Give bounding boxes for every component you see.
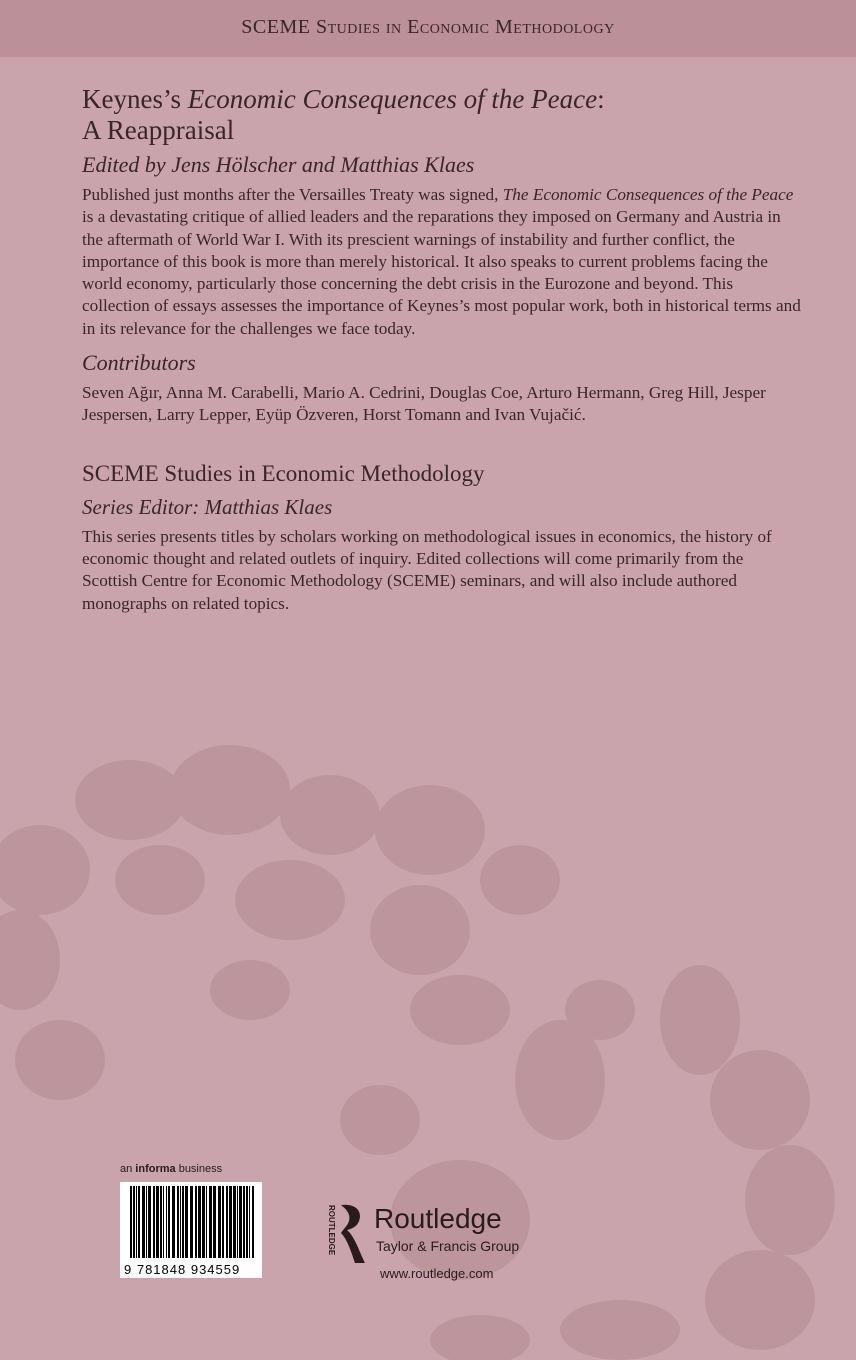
informa-prefix: an: [120, 1163, 136, 1175]
barcode-bar: [202, 1186, 205, 1258]
barcode-bar: [156, 1186, 159, 1258]
barcode-bar: [180, 1186, 181, 1258]
title-suffix: :: [597, 84, 605, 114]
contributors-list: Seven Ağır, Anna M. Carabelli, Mario A. Cedrini, Douglas Coe, Arturo Hermann, Greg Hill, Jesper Jespersen, Larry Lepper, Eyüp Özveren, Horst Tomann and Ivan Vujačić.: [82, 383, 766, 425]
informa-tagline: [120, 1163, 222, 1175]
informa-bold: informa: [135, 1163, 176, 1175]
logo-vertical-text: ROUTLEDGE: [327, 1205, 336, 1256]
barcode-bar: [209, 1186, 212, 1258]
series-heading: SCEME Studies in Economic Methodology: [82, 460, 485, 486]
barcode-bar: [163, 1186, 164, 1258]
barcode-bar: [252, 1186, 254, 1258]
barcode-bar: [166, 1186, 167, 1258]
book-description: [82, 184, 802, 340]
barcode-bar: [133, 1186, 135, 1258]
series-band-title: SCEME Studies in Economic Methodology: [241, 16, 615, 38]
barcode-bar: [168, 1186, 170, 1258]
barcode-bar: [239, 1186, 242, 1258]
barcode-bar: [237, 1186, 238, 1258]
barcode-bar: [136, 1186, 137, 1258]
barcode-bar: [185, 1186, 188, 1258]
title-prefix: Keynes’s: [82, 84, 188, 114]
barcode-bar: [153, 1186, 155, 1258]
series-editor: Series Editor: Matthias Klaes: [82, 494, 333, 519]
barcode-bar: [218, 1186, 221, 1258]
isbn-number: 9 781848 934559: [124, 1262, 241, 1277]
informa-suffix: business: [175, 1163, 223, 1175]
cover-text: [82, 84, 802, 615]
book-title: [82, 84, 802, 146]
publisher-group: Taylor & Francis Group: [376, 1238, 520, 1254]
barcode-bar: [172, 1186, 175, 1258]
barcode-bar: [146, 1186, 147, 1258]
barcode-bar: [213, 1186, 216, 1258]
barcode-bar: [198, 1186, 201, 1258]
title-line2: A Reappraisal: [82, 115, 235, 145]
barcode-bar: [222, 1186, 224, 1258]
desc-rest: is a devastating critique of allied leaders and the reparations they imposed on Germany and Austria in the aftermath of World War I. With its prescient warnings of instability and further conflict, the importance of this book is more than merely historical. It also speaks to current problems facing the world economy, particularly those concerning the debt crisis in the Eurozone and beyond. This collection of essays assesses the importance of Keynes’s most popular work, both in historical terms and in its relevance for the challenges we face today.: [82, 207, 801, 338]
barcode-bar: [226, 1186, 228, 1258]
barcode-bar: [190, 1186, 193, 1258]
title-italic: Economic Consequences of the Peace: [187, 84, 598, 114]
desc-italic: The Economic Consequences of the Peace: [502, 185, 794, 204]
publisher-url[interactable]: www.routledge.com: [380, 1266, 494, 1281]
barcode-bar: [249, 1186, 250, 1258]
barcode-bar: [138, 1186, 140, 1258]
series-description: This series presents titles by scholars working on methodological issues in economics, the history of economic thought and related outlets of inquiry. Edited collections will come primarily from the Scottish Centre for Economic Methodology (SCEME) seminars, and will also include authored monographs on related topics.: [82, 526, 772, 613]
barcode-bar: [160, 1186, 162, 1258]
barcode-bar: [233, 1186, 236, 1258]
routledge-logo-icon: [325, 1203, 367, 1265]
barcode-bar: [229, 1186, 232, 1258]
isbn-barcode: [120, 1182, 262, 1278]
barcode-bar: [195, 1186, 197, 1258]
contributors-heading: Contributors: [82, 350, 196, 376]
barcode-bar: [130, 1186, 132, 1258]
barcode-bar: [142, 1186, 145, 1258]
publisher-name: Routledge: [374, 1203, 502, 1234]
editors: Edited by Jens Hölscher and Matthias Klaes: [82, 152, 475, 177]
barcode-bar: [206, 1186, 207, 1258]
barcode-bar: [243, 1186, 245, 1258]
barcode-bar: [148, 1186, 151, 1258]
barcode-bar: [182, 1186, 184, 1258]
barcode-bar: [177, 1186, 179, 1258]
barcode-bar: [246, 1186, 248, 1258]
desc-start: Published just months after the Versailles Treaty was signed,: [82, 185, 503, 204]
